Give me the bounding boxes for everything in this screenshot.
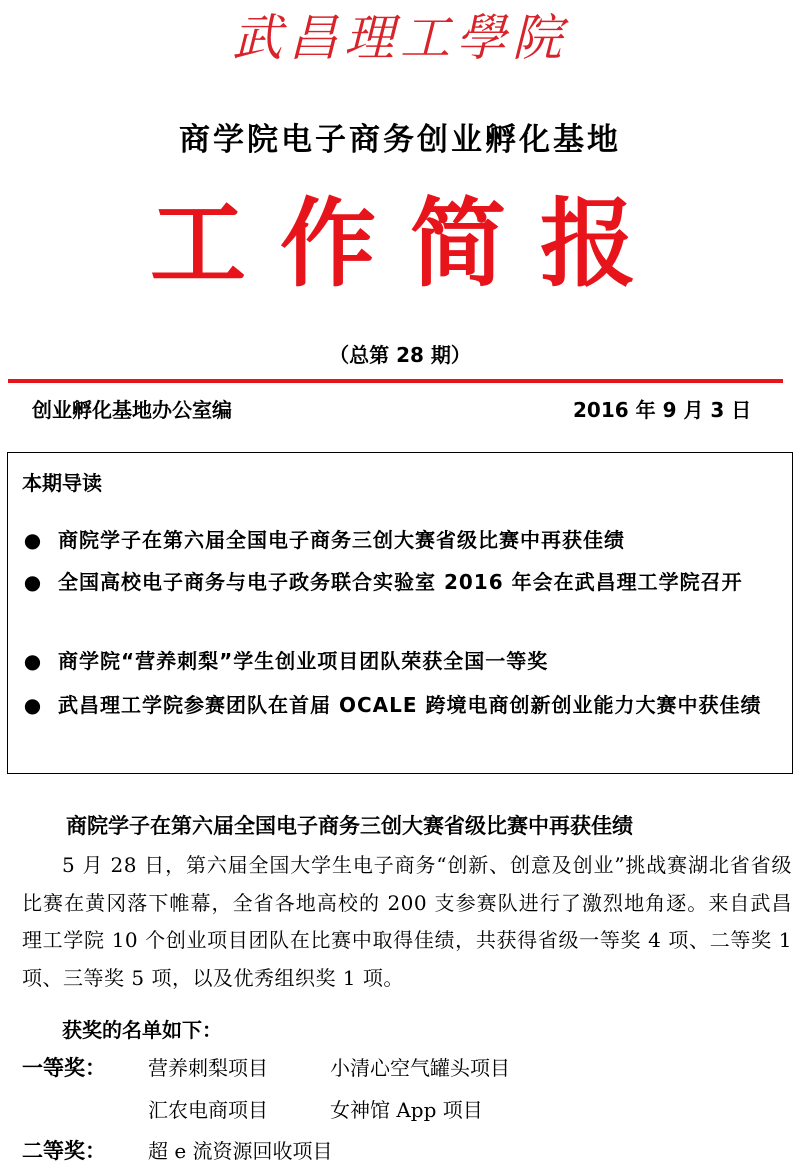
award-project: 超 e 流资源回收项目: [148, 1139, 333, 1163]
award-list-heading: 获奖的名单如下：: [62, 1018, 222, 1042]
bullet-icon: ●: [23, 649, 43, 673]
newsletter-title: 工作简报: [150, 187, 670, 300]
issue-number: （总第 28 期）: [329, 343, 471, 367]
award-project: 汇农电商项目: [148, 1098, 268, 1122]
guide-item: ● 商院学子在第六届全国电子商务三创大赛省级比赛中再获佳绩: [22, 522, 792, 558]
award-project: 小清心空气罐头项目: [330, 1056, 510, 1080]
award-project: 营养刺梨项目: [148, 1056, 268, 1080]
second-prize-label: 二等奖：: [22, 1138, 106, 1163]
newsletter-subtitle: 商学院电子商务创业孵化基地: [179, 122, 621, 158]
guide-item: ● 武昌理工学院参赛团队在首届 OCALE 跨境电商创新创业能力大赛中获佳绩: [22, 687, 792, 723]
bullet-icon: ●: [23, 570, 43, 594]
publish-date: 2016 年 9 月 3 日: [573, 398, 752, 422]
red-divider: [8, 379, 783, 383]
guide-item: ● 商学院“营养刺梨”学生创业项目团队荣获全国一等奖: [22, 643, 792, 679]
bullet-icon: ●: [23, 528, 43, 552]
guide-item: ● 全国高校电子商务与电子政务联合实验室 2016 年会在武昌理工学院召开: [22, 564, 792, 600]
award-project: 女神馆 App 项目: [330, 1098, 483, 1122]
bullet-icon: ●: [23, 693, 43, 717]
article-paragraph: 5 月 28 日，第六届全国大学生电子商务“创新、创意及创业”挑战赛湖北省省级比赛在黄冈落下帷幕，全省各地高校的 200 支参赛队进行了激烈地角逐。来自武昌理工学院 10 个创业项目团队在比赛中取得佳绩，共获得省级一等奖 4 项、二等奖 1 项、三等奖 5 项，以及优秀组织奖 1 项。: [22, 853, 792, 990]
guide-box: [7, 452, 793, 774]
article-title: 商院学子在第六届全国电子商务三创大赛省级比赛中再获佳绩: [66, 814, 633, 838]
guide-title: 本期导读: [22, 471, 102, 495]
first-prize-label: 一等奖：: [22, 1055, 106, 1080]
editor-line: 创业孵化基地办公室编: [32, 398, 232, 422]
school-logo-calligraphy: 武昌理工學院: [232, 9, 568, 67]
